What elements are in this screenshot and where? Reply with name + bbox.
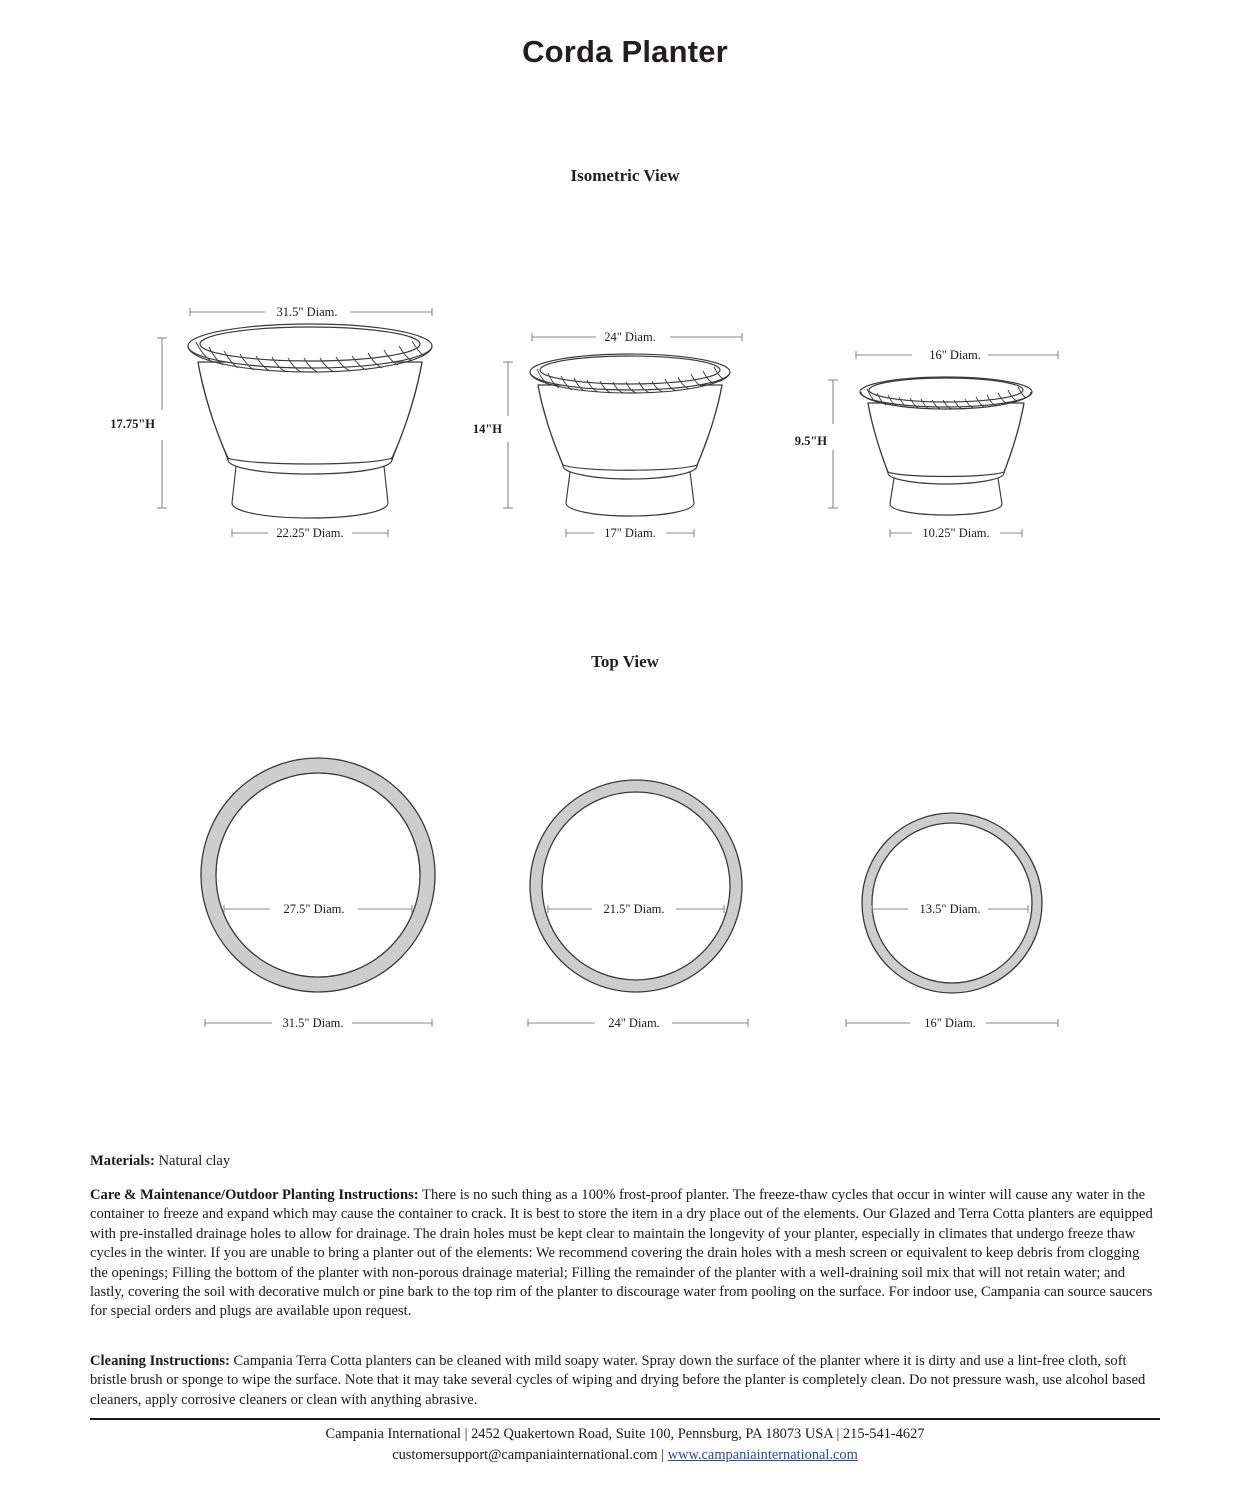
care-paragraph	[90, 1186, 1160, 1322]
label-height-medium: 14"H	[472, 422, 502, 436]
page-title: Corda Planter	[522, 34, 728, 69]
label-top-diameter-large: 31.5" Diam.	[276, 305, 338, 319]
label-top-diameter-medium: 24" Diam.	[604, 330, 656, 344]
materials-value: Natural clay	[154, 1153, 231, 1169]
isometric-planter-small	[795, 348, 1058, 540]
top-view-ring-small	[846, 813, 1058, 1030]
footer-address-line: Campania International | 2452 Quakertown Road, Suite 100, Pennsburg, PA 18073 USA | 215-541-4627	[325, 1426, 925, 1442]
dimension-line-height-large	[157, 338, 167, 508]
cleaning-label: Cleaning Instructions:	[90, 1353, 230, 1369]
materials-label: Materials:	[90, 1153, 155, 1169]
footer-contact-line	[0, 1445, 1250, 1466]
isometric-planter-medium	[473, 330, 742, 540]
label-outer-diameter-medium: 24" Diam.	[608, 1016, 660, 1030]
dimension-line-height-small	[828, 380, 838, 508]
footer-email: customersupport@campaniainternational.com	[392, 1446, 658, 1463]
label-inner-diameter-medium: 21.5" Diam.	[603, 902, 665, 916]
footer	[0, 1424, 1250, 1466]
label-inner-diameter-large: 27.5" Diam.	[283, 902, 345, 916]
footer-website-link[interactable]: www.campaniainternational.com	[667, 1446, 858, 1463]
top-views-group	[0, 755, 1250, 1045]
label-height-large: 17.75"H	[110, 417, 155, 431]
label-inner-diameter-small: 13.5" Diam.	[919, 902, 981, 916]
cleaning-text: Campania Terra Cotta planters can be cleaned with mild soapy water. Spray down the surface of the planter where it is dirty and use a lint-free cloth, soft bristle brush or sponge to wipe the surface. Note that it may take several cycles of wiping and drying before the planter is completely clean. Do not pressure wash, use alcohol based cleaners, apply corrosive cleaners or clean with anything abrasive.	[90, 1353, 1146, 1408]
footer-separator: |	[657, 1446, 668, 1463]
label-outer-diameter-small: 16" Diam.	[924, 1016, 976, 1030]
top-view-heading: Top View	[591, 652, 659, 671]
label-outer-diameter-large: 31.5" Diam.	[282, 1016, 344, 1030]
care-text: There is no such thing as a 100% frost-proof planter. The freeze-thaw cycles that occur in winter will cause any water in the container to freeze and expand which may cause the container to crack. It is best to store the item in a dry place out of the elements. Our Glazed and Terra Cotta planters are equipped with pre-installed drainage holes to allow for drainage. The drain holes must be kept clear to maintain the longevity of your planter, especially in climates that undergo freeze thaw cycles in the winter. If you are unable to bring a planter out of the elements: We recommend covering the drain holes with a mesh screen or equivalent to keep debris from clogging the openings; Filling the bottom of the planter with non-porous drainage material; Filling the remainder of the planter with a well-draining soil mix that will not retain water; and lastly, covering the soil with decorative mulch or pine bark to the top rim of the planter to discourage water from pooling on the surface. For indoor use, Campania can source saucers for special orders and plugs are available upon request.	[90, 1187, 1153, 1320]
top-view-ring-large	[201, 758, 435, 1030]
label-top-diameter-small: 16" Diam.	[929, 348, 981, 362]
isometric-views-group	[0, 290, 1250, 560]
top-view-ring-medium	[528, 780, 748, 1030]
dimension-line-height-medium	[503, 362, 513, 508]
footer-divider	[90, 1418, 1160, 1420]
isometric-planter-large	[110, 305, 432, 540]
isometric-view-heading: Isometric View	[570, 166, 680, 185]
label-base-diameter-small: 10.25" Diam.	[922, 526, 990, 540]
label-base-diameter-medium: 17" Diam.	[604, 526, 656, 540]
cleaning-paragraph	[90, 1352, 1160, 1410]
materials-paragraph	[90, 1152, 1160, 1171]
label-base-diameter-large: 22.25" Diam.	[276, 526, 344, 540]
care-label: Care & Maintenance/Outdoor Planting Instructions:	[90, 1187, 419, 1203]
label-height-small: 9.5"H	[794, 434, 827, 448]
